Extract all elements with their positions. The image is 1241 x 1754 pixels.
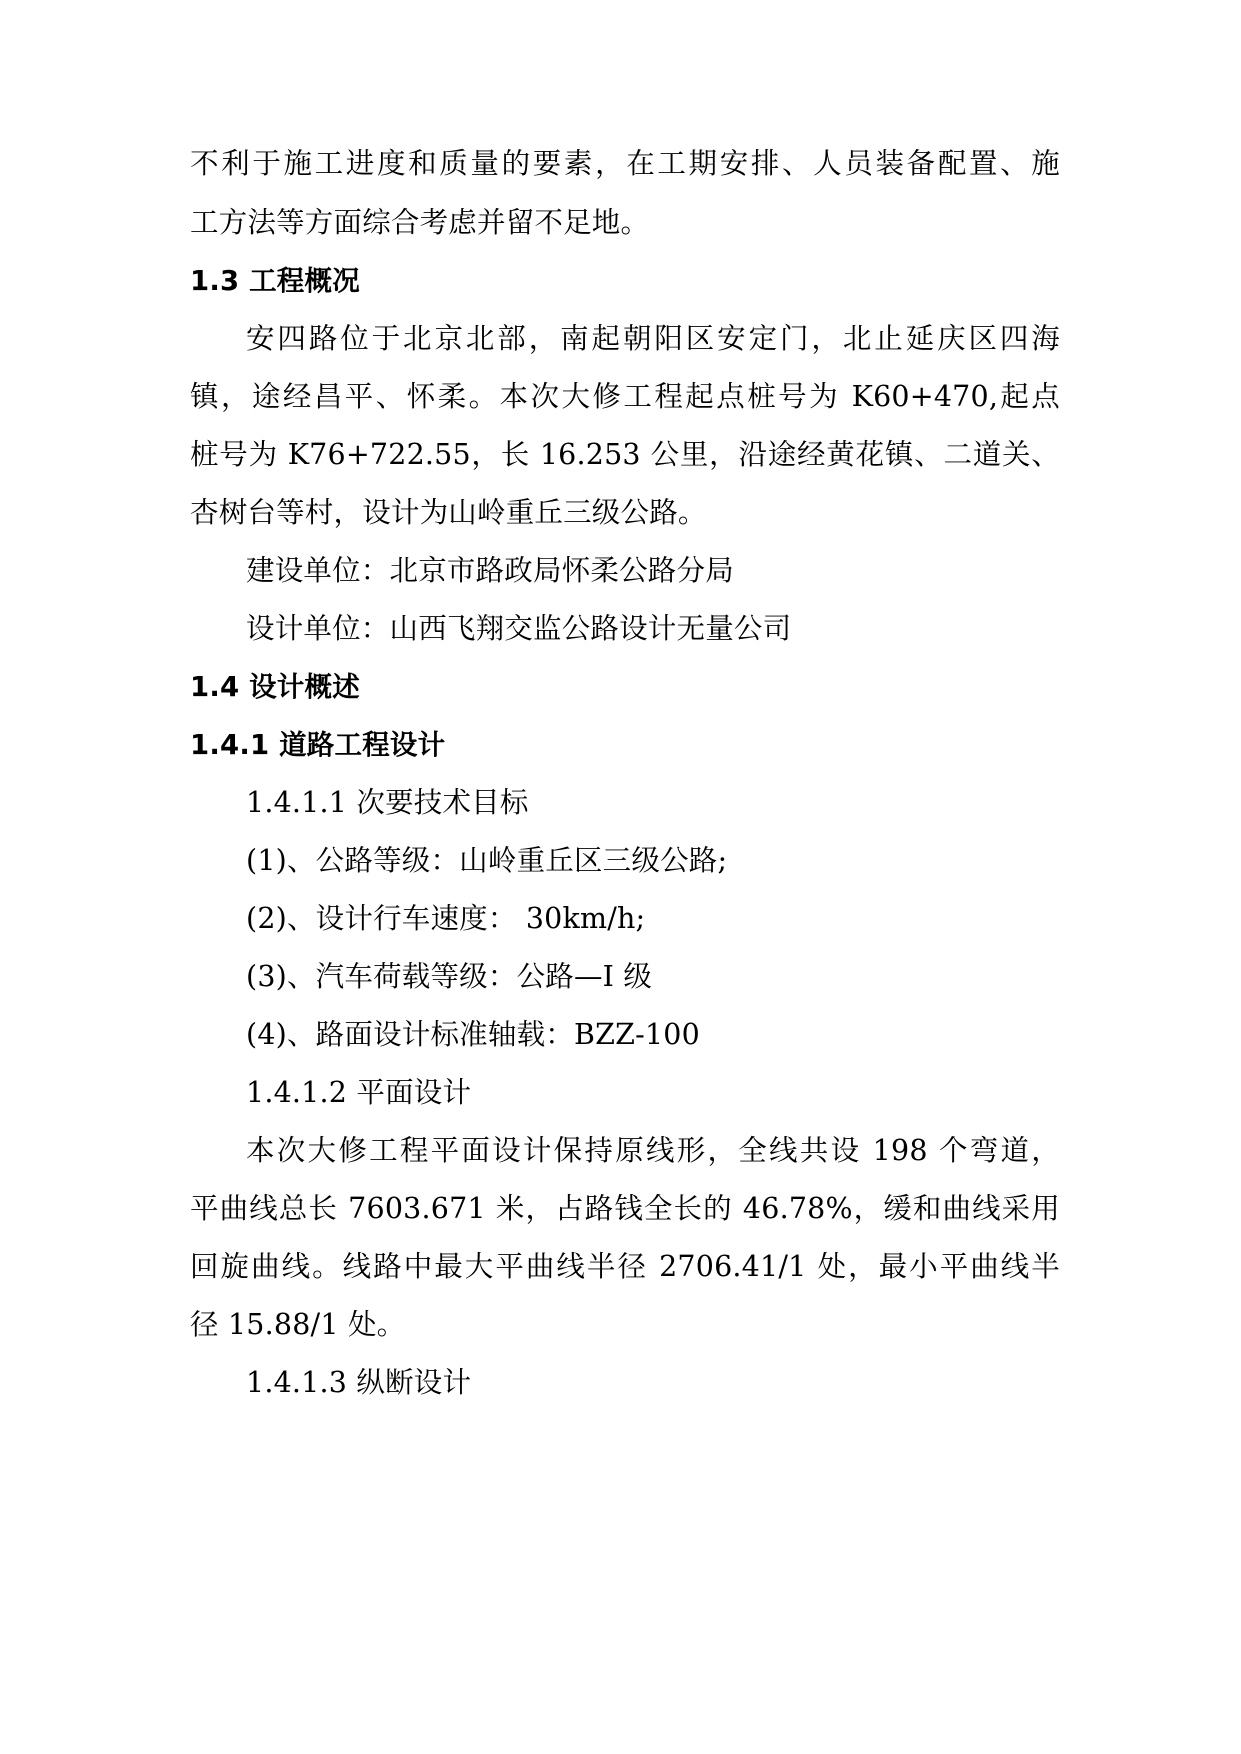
construction-unit: 建设单位：北京市路政局怀柔公路分局 bbox=[246, 554, 734, 587]
paragraph-line: 径 15.88/1 处。 bbox=[190, 1308, 406, 1341]
section-heading-1-3: 1.3 工程概况 bbox=[190, 265, 360, 297]
paragraph-line: 本次大修工程平面设计保持原线形，全线共设 198 个弯道， bbox=[246, 1134, 1060, 1167]
subsection-heading: 1.4.1.3 纵断设计 bbox=[246, 1366, 472, 1399]
list-item: (3)、汽车荷载等级：公路—I 级 bbox=[246, 960, 653, 993]
paragraph-line: 工方法等方面综合考虑并留不足地。 bbox=[190, 206, 650, 239]
paragraph-line: 桩号为 K76+722.55，长 16.253 公里，沿途经黄花镇、二道关、 bbox=[190, 438, 1060, 471]
paragraph-line: 回旋曲线。线路中最大平曲线半径 2706.41/1 处，最小平曲线半 bbox=[190, 1250, 1060, 1283]
paragraph-line: 镇，途经昌平、怀柔。本次大修工程起点桩号为 K60+470,起点 bbox=[190, 380, 1060, 413]
section-heading-1-4-1: 1.4.1 道路工程设计 bbox=[190, 729, 446, 761]
list-item: (1)、公路等级：山岭重丘区三级公路; bbox=[246, 844, 728, 877]
paragraph-line: 安四路位于北京北部，南起朝阳区安定门，北止延庆区四海 bbox=[246, 322, 1060, 355]
paragraph-line: 不利于施工进度和质量的要素，在工期安排、人员装备配置、施 bbox=[190, 147, 1060, 180]
list-item: (2)、设计行车速度： 30km/h; bbox=[246, 902, 646, 935]
section-heading-1-4: 1.4 设计概述 bbox=[190, 671, 360, 703]
design-unit: 设计单位：山西飞翔交监公路设计无量公司 bbox=[246, 612, 792, 645]
subsection-heading: 1.4.1.2 平面设计 bbox=[246, 1076, 472, 1109]
paragraph-line: 杏树台等村，设计为山岭重丘三级公路。 bbox=[190, 496, 707, 529]
paragraph-line: 平曲线总长 7603.671 米，占路钱全长的 46.78%，缓和曲线采用 bbox=[190, 1192, 1060, 1225]
subsection-heading: 1.4.1.1 次要技术目标 bbox=[246, 786, 529, 819]
list-item: (4)、路面设计标准轴载：BZZ-100 bbox=[246, 1018, 700, 1051]
